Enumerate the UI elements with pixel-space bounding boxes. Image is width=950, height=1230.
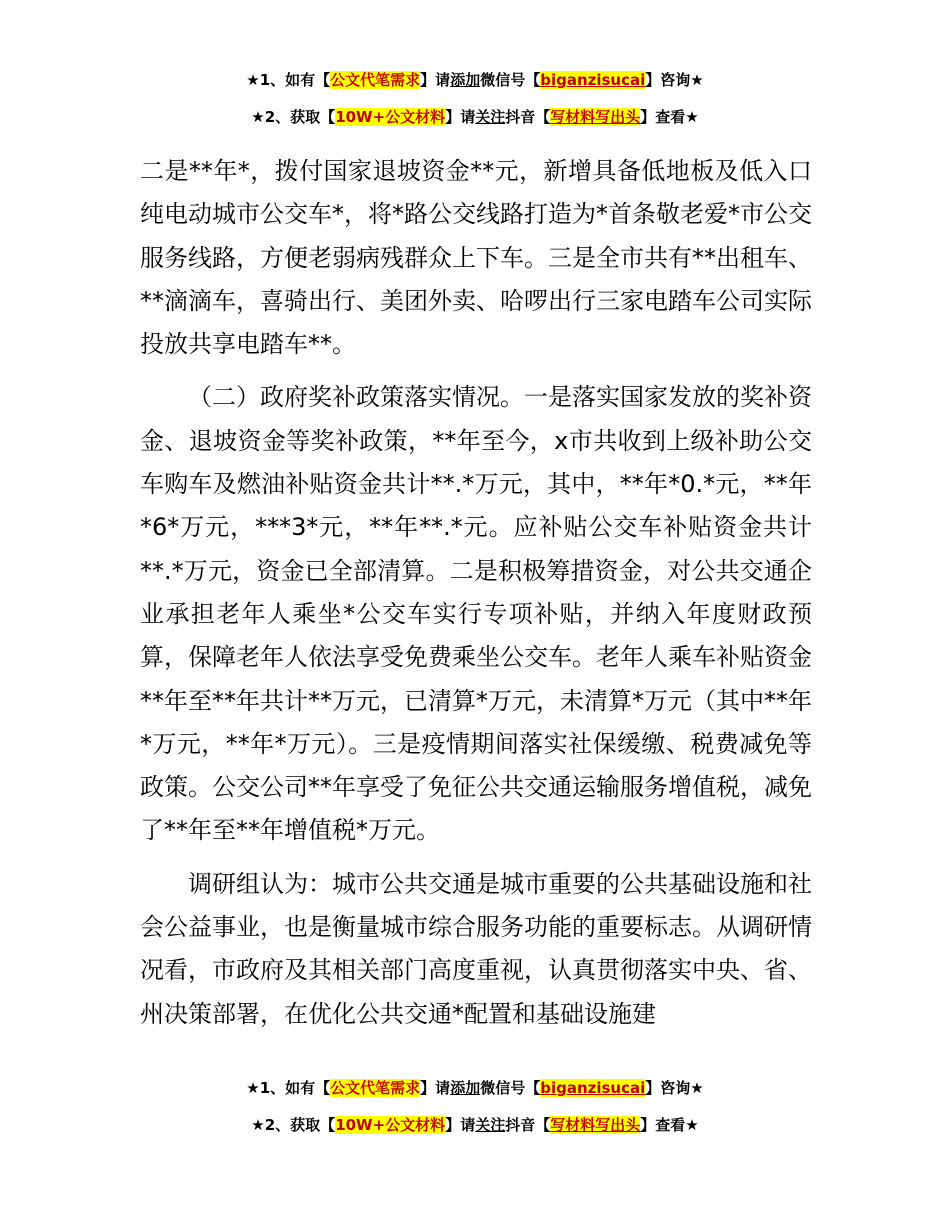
header-banner-line-1 bbox=[0, 70, 950, 90]
banner-text: ★2、获取【 bbox=[251, 108, 336, 126]
paragraph-2: （二）政府奖补政策落实情况。一是落实国家发放的奖补资金、退坡资金等奖补政策，**年至今，x市共收到上级补助公交车购车及燃油补贴资金共计**.*万元，其中，**年*0.*元，**年*6*万元，***3*元，**年**.*元。应补贴公交车补贴资金共计**.*万元，资金已全部清算。二是积极筹措资金，对公共交通企业承担老年人乘坐*公交车实行专项补贴，并纳入年度财政预算，保障老年人依法享受免费乘坐公交车。老年人乘车补贴资金**年至**年共计**万元，已清算*万元，未清算*万元（其中**年*万元，**年*万元）。三是疫情期间落实社保缓缴、税费减免等政策。公交公司**年享受了免征公共交通运输服务增值税，减免了**年至**年增值税*万元。 bbox=[140, 383, 812, 845]
banner-highlight: 10W+公文材料 bbox=[335, 108, 446, 126]
banner-text: 】请 bbox=[420, 1079, 451, 1097]
banner-text: 抖音【 bbox=[505, 1116, 551, 1134]
banner-highlight: biganzisucai bbox=[540, 1079, 646, 1097]
banner-text: 】咨询★ bbox=[645, 71, 704, 89]
banner-text: 微信号【 bbox=[480, 1079, 541, 1097]
banner-text: ★2、获取【 bbox=[251, 1116, 336, 1134]
footer-banner-line-1 bbox=[0, 1078, 950, 1098]
document-body bbox=[140, 150, 812, 1036]
banner-text: 】查看★ bbox=[640, 1116, 699, 1134]
banner-text: ★1、如有【 bbox=[246, 1079, 331, 1097]
banner-text: ★1、如有【 bbox=[246, 71, 331, 89]
banner-highlight: 公文代笔需求 bbox=[330, 71, 421, 89]
banner-highlight: 10W+公文材料 bbox=[335, 1116, 446, 1134]
banner-text: 】查看★ bbox=[640, 108, 699, 126]
banner-text: 抖音【 bbox=[505, 108, 551, 126]
footer-banner-line-2 bbox=[0, 1115, 950, 1135]
header-banner-line-2 bbox=[0, 107, 950, 127]
paragraph-3: 调研组认为：城市公共交通是城市重要的公共基础设施和社会公益事业，也是衡量城市综合服务功能的重要标志。从调研情况看，市政府及其相关部门高度重视，认真贯彻落实中央、省、州决策部署，在优化公共交通*配置和基础设施建 bbox=[140, 869, 812, 1028]
banner-underlined: 关注 bbox=[475, 1116, 506, 1134]
paragraph-1: 二是**年*，拨付国家退坡资金**元，新增具备低地板及低入口纯电动城市公交车*，将*路公交线路打造为*首条敬老爱*市公交服务线路，方便老弱病残群众上下车。三是全市共有**出租车、**滴滴车，喜骑出行、美团外卖、哈啰出行三家电踏车公司实际投放共享电踏车**。 bbox=[140, 157, 812, 359]
banner-text: 】请 bbox=[420, 71, 451, 89]
banner-highlight: 写材料写出头 bbox=[550, 1116, 641, 1134]
banner-underlined: 添加 bbox=[450, 1079, 481, 1097]
banner-text: 微信号【 bbox=[480, 71, 541, 89]
banner-underlined: 添加 bbox=[450, 71, 481, 89]
banner-highlight: 写材料写出头 bbox=[550, 108, 641, 126]
banner-text: 】请 bbox=[445, 108, 476, 126]
banner-highlight: biganzisucai bbox=[540, 71, 646, 89]
banner-text: 】咨询★ bbox=[645, 1079, 704, 1097]
banner-underlined: 关注 bbox=[475, 108, 506, 126]
banner-text: 】请 bbox=[445, 1116, 476, 1134]
banner-highlight: 公文代笔需求 bbox=[330, 1079, 421, 1097]
